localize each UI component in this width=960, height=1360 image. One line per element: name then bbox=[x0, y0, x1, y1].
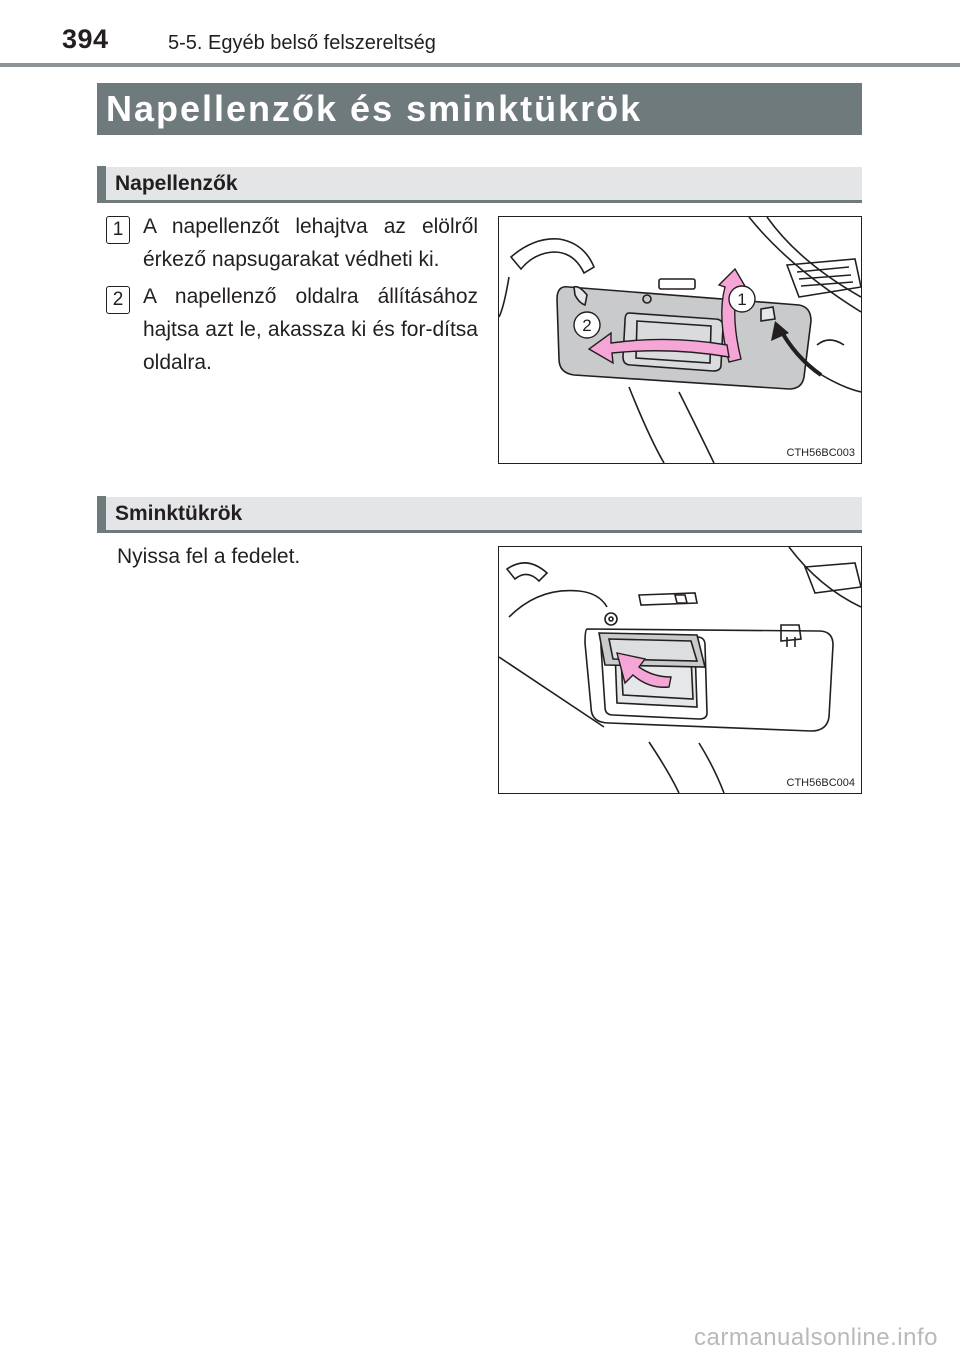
step-text: A napellenző oldalra állításához hajtsa azt le, akassza ki és for-dítsa oldalra. bbox=[143, 285, 478, 374]
callout-label: 1 bbox=[737, 290, 747, 309]
vanity-mirror-drawing bbox=[499, 547, 861, 793]
step-number-badge: 2 bbox=[106, 286, 130, 314]
chapter-title: 5-5. Egyéb belső felszereltség bbox=[168, 32, 436, 54]
section-heading-vanity-mirrors bbox=[97, 497, 862, 533]
section-heading-bar bbox=[97, 496, 106, 532]
section-heading-text: Sminktükrök bbox=[115, 501, 243, 525]
step-text: A napellenzőt lehajtva az elölről érkező napsugarakat védheti ki. bbox=[143, 215, 478, 271]
header-divider bbox=[0, 63, 960, 67]
figure-code: CTH56BC004 bbox=[786, 777, 855, 789]
section-heading-sun-visors bbox=[97, 167, 862, 203]
page-title-banner bbox=[97, 83, 862, 135]
instruction-text: Nyissa fel a fedelet. bbox=[117, 545, 301, 568]
section-heading-bar bbox=[97, 166, 106, 202]
footer-watermark: carmanualsonline.info bbox=[694, 1324, 938, 1351]
figure-code: CTH56BC003 bbox=[786, 447, 855, 459]
step-number-badge: 1 bbox=[106, 216, 130, 244]
page-title: Napellenzők és sminktükrök bbox=[106, 88, 643, 129]
vanity-mirror-illustration bbox=[498, 546, 862, 794]
callout-label: 2 bbox=[582, 316, 592, 335]
section-heading-text: Napellenzők bbox=[115, 171, 238, 195]
sun-visor-drawing bbox=[499, 217, 861, 463]
sun-visor-illustration bbox=[498, 216, 862, 464]
page-number: 394 bbox=[62, 24, 109, 54]
